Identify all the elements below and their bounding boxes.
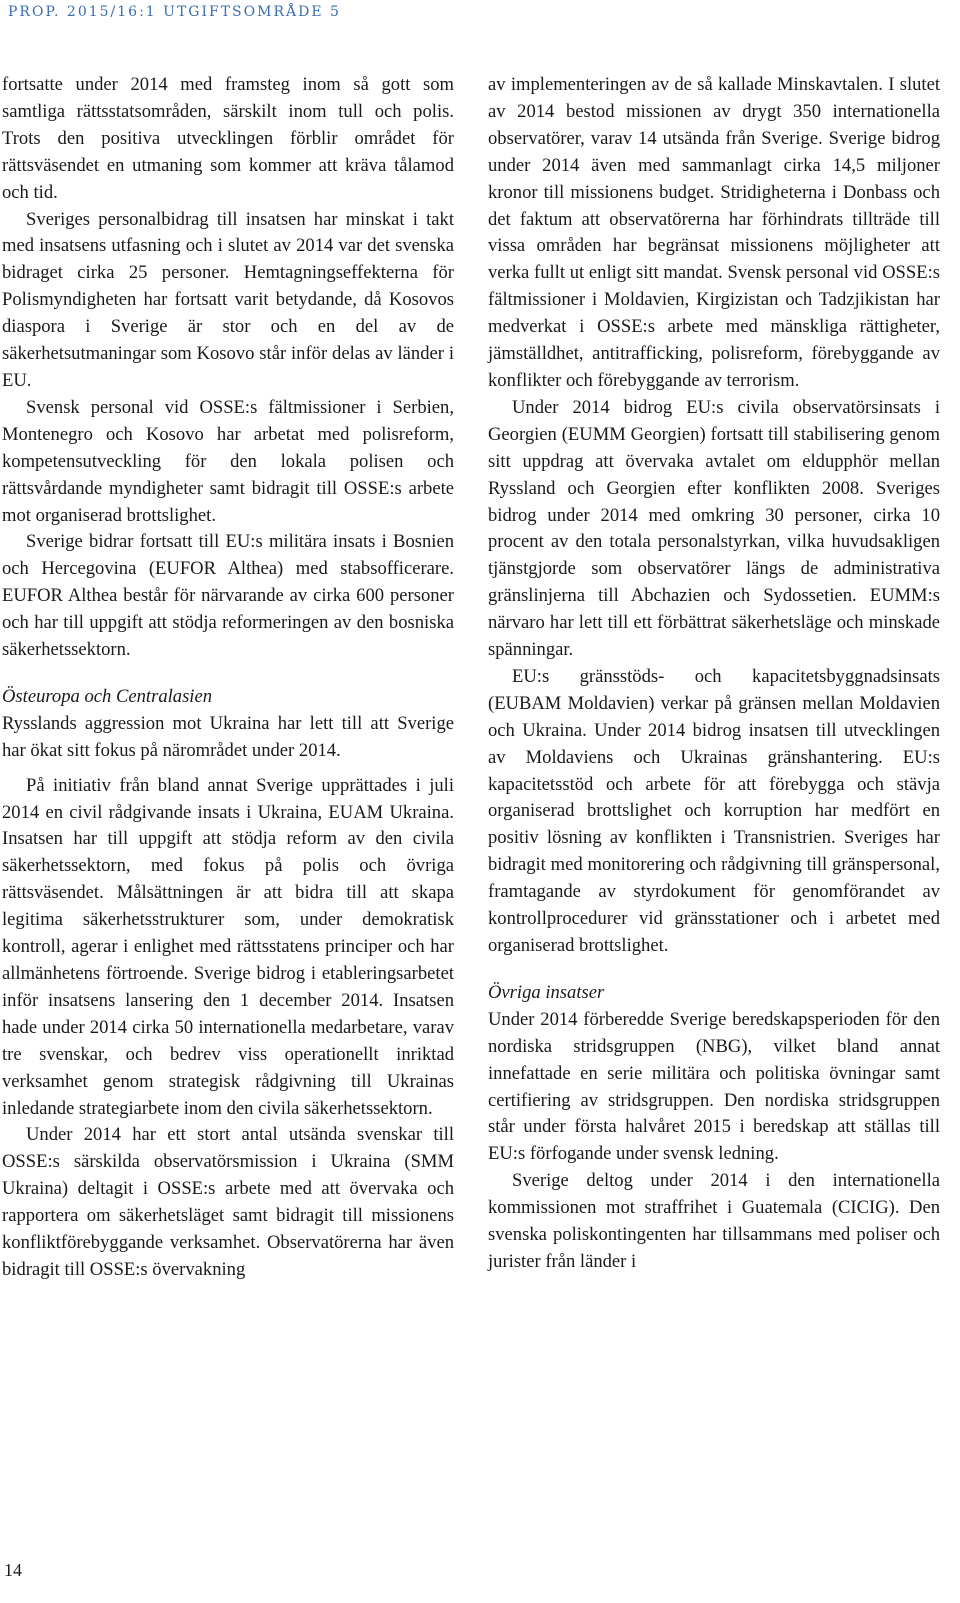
right-column [488, 72, 940, 1276]
paragraph: EU:s gränsstöds- och kapacitetsbyggnadsinsats (EUBAM Moldavien) verkar på gränsen mellan Moldavien och Ukraina. Under 2014 bidrog insatsen till utvecklingen av Moldaviens och Ukrainas gränshantering. EU:s kapacitetsstöd och arbete för att förebygga och stävja organiserad brottslighet och korruption har medfört en positiv lösning av konflikten i Transnistrien. Sveriges har bidragit med monitorering och rådgivning till gränspersonal, framtagande av styrdokument för genomförandet av kontrollprocedurer vid gränsstationer och i arbetet med organiserad brottslighet. [488, 665, 940, 956]
paragraph: Svensk personal vid OSSE:s fältmissioner i Serbien, Montenegro och Kosovo har arbetat med polisreform, kompetensutveckling för den lokala polisen och rättsvårdande myndigheter samt bidragit till OSSE:s arbete mot organiserad brottslighet. [2, 396, 454, 526]
paragraph: Sverige bidrar fortsatt till EU:s militära insats i Bosnien och Hercegovina (EUFOR Althea) med stabsofficerare. EUFOR Althea består för närvarande av cirka 600 personer och har till uppgift att stödja reformeringen av den bosniska säkerhetssektorn. [2, 531, 454, 661]
section-heading-ovriga-insatser: Övriga insatser [488, 981, 605, 1003]
paragraph: fortsatte under 2014 med framsteg inom så gott som samtliga rättsstatsområden, särskilt inom tull och polis. Trots den positiva utvecklingen förblir området för rättsväsendet en utmaning som kommer att kräva tålamod och tid. [2, 74, 454, 203]
paragraph: Under 2014 förberedde Sverige beredskapsperioden för den nordiska stridsgruppen (NBG), vilket bland annat innefattade en serie militära och politiska övningar samt certifiering av stridsgruppen. Den nordiska stridsgruppen står under första halvåret 2015 i beredskap att ställas till EU:s förfogande under svensk ledning. [488, 1008, 940, 1165]
paragraph: På initiativ från bland annat Sverige upprättades i juli 2014 en civil rådgivande insats i Ukraina, EUAM Ukraina. Insatsen har till uppgift att stödja reform av den civila säkerhetssektorn, med fokus på polis och övriga rättsväsendet. Målsättningen är att bidra till att skapa legitima säkerhetsstrukturer som, under demokratisk kontroll, agerar i enlighet med rättsstatens principer och har allmänhetens förtroende. Sverige bidrog i etableringsarbetet inför insatsens lansering den 1 december 2014. Insatsen hade under 2014 cirka 50 internationella medarbetare, varav tre svenskar, och bedrev viss operationellt inriktad verksamhet genom strategisk rådgivning till Ukrainas inledande strategiarbete inom den civila säkerhetssektorn. [2, 774, 454, 1119]
left-column [2, 72, 454, 1284]
running-header: PROP. 2015/16:1 UTGIFTSOMRÅDE 5 [8, 4, 341, 20]
paragraph: Under 2014 bidrog EU:s civila observatörsinsats i Georgien (EUMM Georgien) fortsatt till stabilisering genom sitt uppdrag att övervaka avtalet om eldupphör mellan Ryssland och Georgien efter konflikten 2008. Sveriges bidrog under 2014 med omkring 30 personer, cirka 10 procent av den totala personalstyrkan, vilka huvudsakligen tjänstgjorde som observatörer längs de administrativa gränslinjerna till Abchazien och Sydossetien. EUMM:s närvaro har lett till ett förbättrat säkerhetsläge och minskade spänningar. [488, 396, 940, 661]
paragraph: av implementeringen av de så kallade Minskavtalen. I slutet av 2014 bestod missionen av drygt 350 internationella observatörer, varav 14 utsända från Sverige. Sverige bidrog under 2014 även med sammanlagt cirka 14,5 miljoner kronor till missionens budget. Stridigheterna i Donbass och det faktum att observatörerna har förhindrats tillträde till vissa områden har begränsat missionens möjligheter att verka fullt ut enligt sitt mandat. Svensk personal vid OSSE:s fältmissioner i Moldavien, Kirgizistan och Tadzjikistan har medverkat i OSSE:s arbete med mänskliga rättigheter, jämställdhet, antitrafficking, polisreform, förebyggande av konflikter och förebyggande av terrorism. [488, 74, 940, 391]
paragraph: Rysslands aggression mot Ukraina har lett till att Sverige har ökat sitt fokus på närområdet under 2014. [2, 712, 454, 761]
paragraph: Sverige deltog under 2014 i den internationella kommissionen mot straffrihet i Guatemala (CICIG). Den svenska poliskontingenten har tillsammans med poliser och jurister från länder i [488, 1170, 940, 1272]
paragraph: Under 2014 har ett stort antal utsända svenskar till OSSE:s särskilda observatörsmission i Ukraina (SMM Ukraina) deltagit i OSSE:s arbete med att övervaka och rapportera om säkerhetsläget samt bidragit till missionens konfliktförebyggande verksamhet. Observatörerna har även bidragit till OSSE:s övervakning [2, 1124, 454, 1280]
section-heading-osteuropa: Östeuropa och Centralasien [2, 685, 213, 707]
page-number: 14 [4, 1560, 22, 1580]
paragraph: Sveriges personalbidrag till insatsen har minskat i takt med insatsens utfasning och i slutet av 2014 var det svenska bidraget cirka 25 personer. Hemtagningseffekterna för Polismyndigheten har fortsatt varit betydande, då Kosovos diaspora i Sverige är stor och en del av de säkerhetsutmaningar som Kosovo står inför delas av länder i EU. [2, 208, 454, 391]
